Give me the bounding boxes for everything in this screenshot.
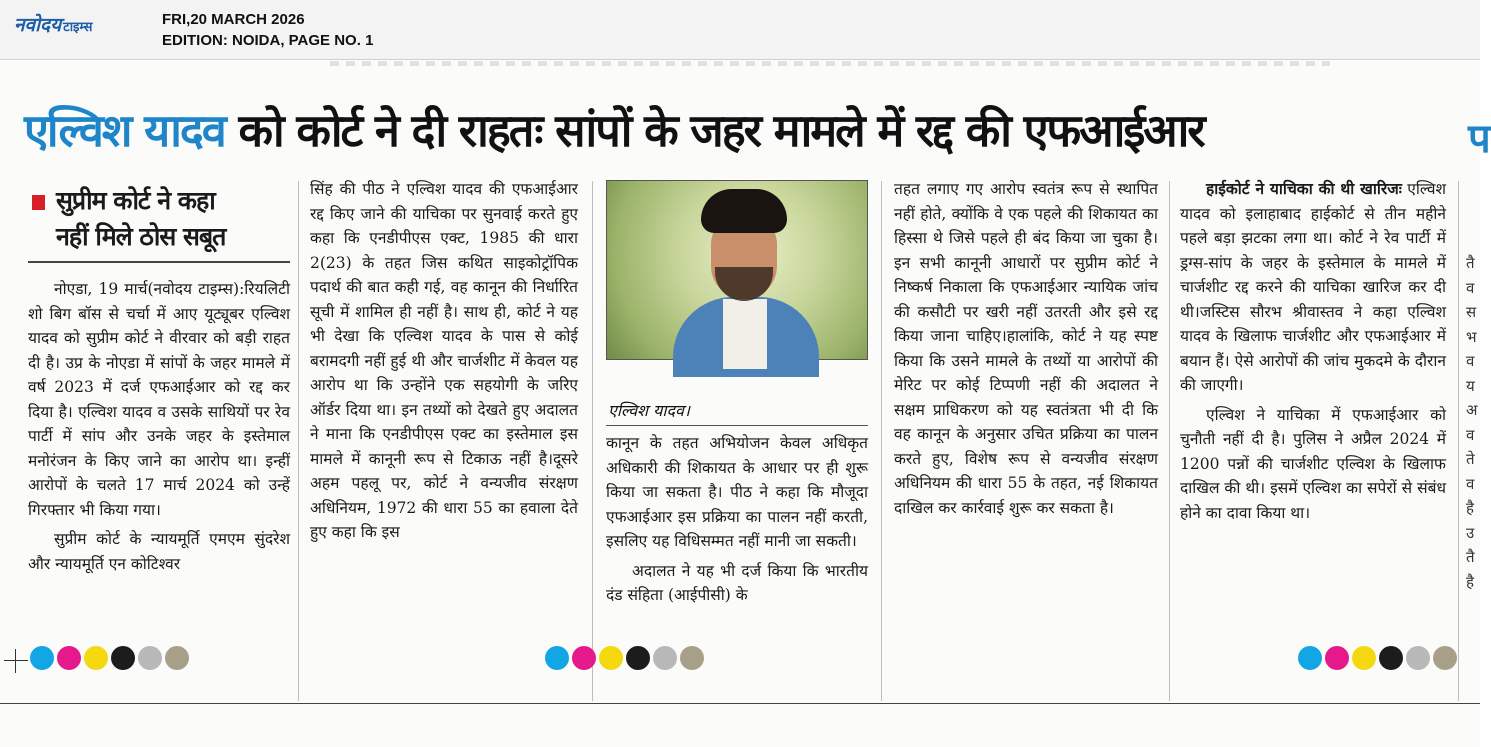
- next-article-headline-fragment: प: [1468, 116, 1491, 162]
- registration-dot: [1325, 646, 1349, 670]
- registration-marks-left: [30, 646, 189, 670]
- registration-dot: [653, 646, 677, 670]
- newspaper-page: [0, 61, 1491, 747]
- kicker-line-2: नहीं मिले ठोस सबूत: [56, 222, 226, 251]
- photo-beard: [715, 267, 773, 301]
- registration-dot: [1298, 646, 1322, 670]
- date-line: FRI,20 MARCH 2026: [162, 11, 305, 28]
- paragraph: कानून के तहत अभियोजन केवल अधिकृत अधिकारी की शिकायत के आधार पर ही शुरू किया जा सकता है। पीठ ने कहा कि मौजूदा एफआईआर इस प्रक्रिया का पालन नहीं करती, इसलिए यह विधिसम्मत नहीं मानी जा सकती।: [606, 434, 868, 550]
- registration-dot: [30, 646, 54, 670]
- registration-marks-center: [545, 646, 704, 670]
- caption-divider: [606, 425, 868, 426]
- subheading: हाईकोर्ट ने याचिका की थी खारिजः: [1206, 179, 1402, 198]
- newspaper-logo[interactable]: [14, 11, 92, 37]
- kicker-divider: [28, 261, 290, 263]
- paragraph: [1180, 177, 1446, 398]
- registration-dot: [1433, 646, 1457, 670]
- logo-main: नवोदय: [14, 14, 62, 36]
- registration-dot: [1406, 646, 1430, 670]
- kicker: [28, 183, 290, 255]
- registration-dot: [545, 646, 569, 670]
- registration-dot: [1352, 646, 1376, 670]
- registration-dot: [1379, 646, 1403, 670]
- registration-dot: [680, 646, 704, 670]
- paragraph: एल्विश ने याचिका में एफआईआर को चुनौती नहीं दी है। पुलिस ने अप्रैल 2024 में 1200 पन्नों की चार्जशीट एल्विश के खिलाफ दाखिल की थी। इसमें एल्विश का सपेरों से संबंध होने का दावा किया था।: [1180, 405, 1446, 522]
- registration-dot: [138, 646, 162, 670]
- paragraph: अदालत ने यह भी दर्ज किया कि भारतीय दंड संहिता (आईपीसी) के: [606, 561, 868, 604]
- paragraph-text: एल्विश यादव को इलाहाबाद हाईकोर्ट से तीन महीने पहले बड़ा झटका लगा था। कोर्ट ने रेव पार्टी में ड्रग्स-सांप के जहर के इस्तेमाल के मामले में चार्जशीट रद्द करने की याचिका खारिज कर दी थी।जस्टिस सौरभ श्रीवास्तव ने कहा एल्विश यादव के खिलाफ चार्जशीट और एफआईआर में बयान हैं। ऐसे आरोपों की जांच मुकदमे के दौरान की जाएगी।: [1180, 180, 1446, 394]
- article-column-3: [606, 431, 868, 613]
- adjacent-article-fragment: तै व स भ व य अ व ते व है उ तै है: [1466, 254, 1478, 591]
- registration-dot: [626, 646, 650, 670]
- column-divider: [1458, 181, 1459, 701]
- paragraph: सुप्रीम कोर्ट के न्यायमूर्ति एमएम सुंदरेश और न्यायमूर्ति एन कोटिश्वर: [28, 530, 290, 573]
- article-column-5: [1180, 177, 1446, 530]
- red-square-icon: [32, 195, 45, 210]
- photo-caption: एल्विश यादव।: [608, 401, 690, 420]
- registration-dot: [57, 646, 81, 670]
- registration-dot: [111, 646, 135, 670]
- page-bottom-rule: [0, 703, 1480, 704]
- column-divider: [881, 181, 882, 701]
- edition-line: EDITION: NOIDA, PAGE NO. 1: [162, 32, 374, 49]
- kicker-line-1: सुप्रीम कोर्ट ने कहा: [56, 186, 215, 215]
- article-photo: [606, 180, 868, 360]
- page-header: [0, 0, 1480, 60]
- registration-dot: [572, 646, 596, 670]
- article-column-2: [310, 177, 578, 550]
- registration-marks-right: [1298, 646, 1457, 670]
- column-divider: [1169, 181, 1170, 701]
- headline-rest: को कोर्ट ने दी राहतः सांपों के जहर मामले में रद्द की एफआईआर: [224, 104, 1204, 157]
- column-divider: [592, 181, 593, 701]
- photo-tshirt: [723, 299, 767, 369]
- registration-dot: [84, 646, 108, 670]
- headline-accent: एल्विश यादव: [24, 104, 225, 157]
- paragraph: नोएडा, 19 मार्च(नवोदय टाइम्स):रियलिटी शो बिग बॉस से चर्चा में आए यूट्यूबर एल्विश यादव को सुप्रीम कोर्ट ने वीरवार को बड़ी राहत दी है। उप्र के नोएडा में सांपों के जहर मामले में वर्ष 2023 में दर्ज एफआईआर को रद्द कर दिया है। एल्विश यादव व उसके साथियों पर रेव पार्टी में सांप और उनके जहर के इस्तेमाल मनोरंजन के किए जाने का आरोप था। इन्हीं आरोपों के चलते 17 मार्च 2024 को उन्हें गिरफ्तार भी किया गया।: [28, 280, 290, 519]
- headline: [24, 99, 1454, 163]
- paragraph: सिंह की पीठ ने एल्विश यादव की एफआईआर रद्द किए जाने की याचिका पर सुनवाई करते हुए कहा कि एनडीपीएस एक्ट, 1985 की धारा 2(23) के तहत जिस कथित साइकोट्रॉपिक पदार्थ की बात कही गई, वह कानून की निर्धारित सूची में शामिल ही नहीं है। साथ ही, कोर्ट ने यह भी देखा कि एल्विश यादव के पास से कोई बरामदगी नहीं हुई थी और चार्जशीट में केवल यह आरोप था कि उन्होंने एक सहयोगी के जरिए ऑर्डर दिया था। इन तथ्यों को देखते हुए अदालत ने माना कि एनडीपीएस एक्ट का इस्तेमाल इस मामले में कानूनी रूप से टिकाऊ नहीं है।दूसरे अहम पहलू पर, कोर्ट ने वन्यजीव संरक्षण अधिनियम, 1972 की धारा 55 का हवाला देते हुए कहा कि इस: [310, 180, 578, 541]
- article-column-4: [894, 177, 1158, 525]
- article-column-1: [28, 183, 290, 581]
- column-divider: [298, 181, 299, 701]
- registration-dot: [599, 646, 623, 670]
- paragraph: तहत लगाए गए आरोप स्वतंत्र रूप से स्थापित नहीं होते, क्योंकि वे एक पहले की शिकायत का हिस्सा थे जिसे पहले ही बंद किया जा चुका है।इन सभी कानूनी आधारों पर सुप्रीम कोर्ट ने निष्कर्ष निकाला कि एफआईआर न्यायिक जांच की कसौटी पर खरी नहीं उतरती और इसे रद्द किया जाना चाहिए।हालांकि, कोर्ट ने यह स्पष्ट किया कि उसने मामले के तथ्यों या आरोपों की मेरिट पर कोई टिप्पणी नहीं की अदालत ने सक्षम प्राधिकरण को यह स्वतंत्रता भी दी कि वह कानून के अनुसार उचित प्रक्रिया का पालन करते हुए, विशेष रूप से वन्यजीव संरक्षण अधिनियम की धारा 55 के तहत, नई शिकायत दाखिल कर कार्रवाई शुरू कर सकता है।: [894, 180, 1158, 517]
- registration-dot: [165, 646, 189, 670]
- photo-hair: [701, 189, 787, 233]
- logo-sub: टाइम्स: [63, 20, 93, 35]
- crop-mark-icon: [4, 649, 28, 673]
- previous-page-bleed: [330, 61, 1330, 66]
- edition-info: [162, 9, 373, 51]
